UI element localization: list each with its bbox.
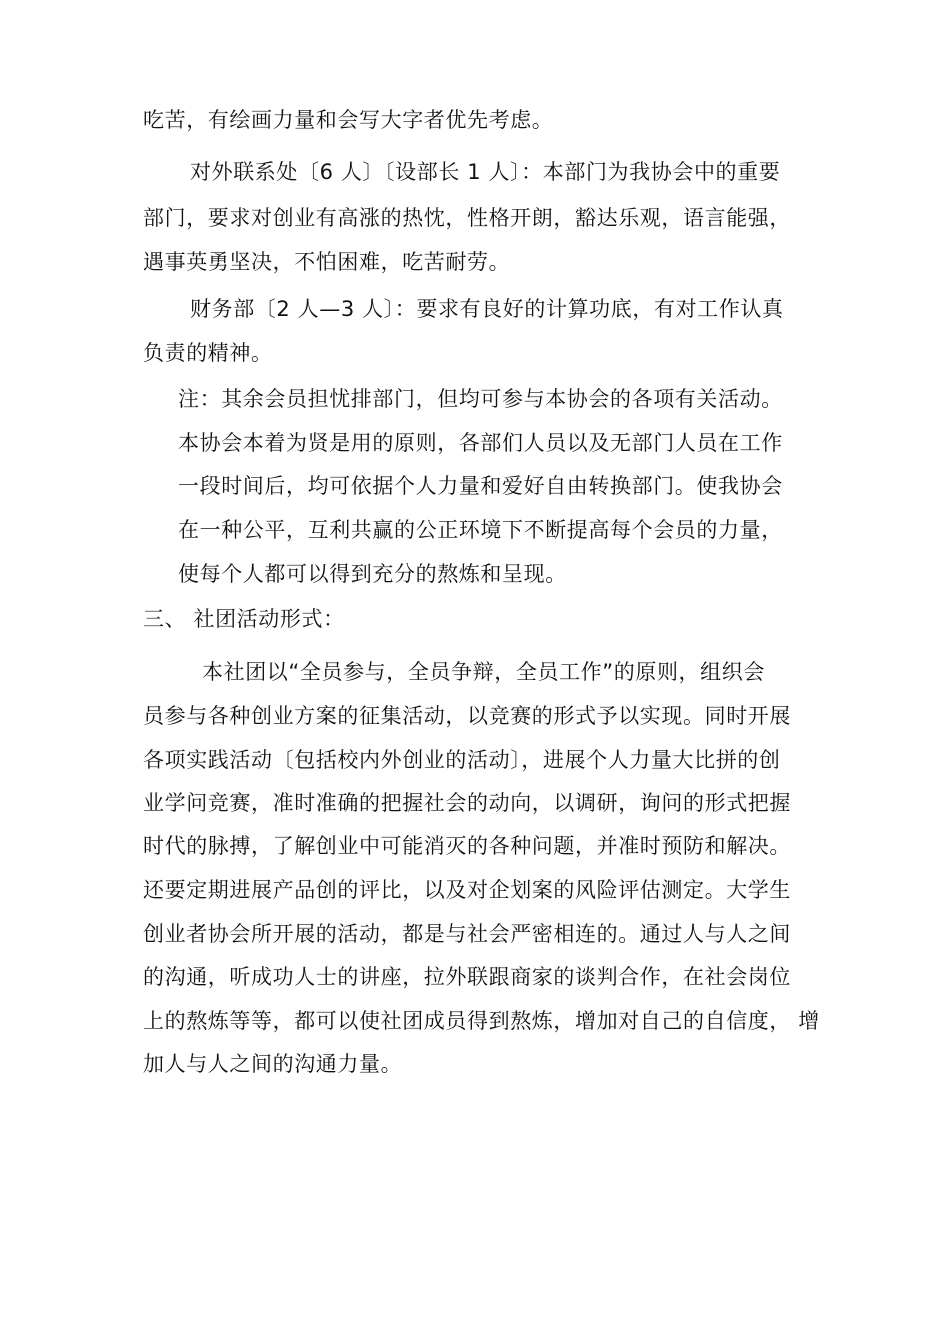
text-line: 本社团以“全员参与，全员争辩，全员工作”的原则，组织会: [202, 660, 765, 684]
text-line: 上的熬炼等等，都可以使社团成员得到熬炼，增加对自己的自信度， 增: [143, 1009, 820, 1033]
note-line: 本协会本着为贤是用的原则，各部们人员以及无部门人员在工作: [178, 431, 783, 455]
text-line: 时代的脉搏，了解创业中可能消灭的各种问题，并准时预防和解决。: [143, 834, 791, 858]
note-line: 在一种公平，互利共赢的公正环境下不断提高每个会员的力量，: [178, 518, 783, 542]
text-line: 员参与各种创业方案的征集活动，以竞赛的形式予以实现。同时开展: [143, 704, 791, 728]
note-line: 注：其余会员担忧排部门，但均可参与本协会的各项有关活动。: [178, 387, 783, 411]
text-line: 业学问竞赛，准时准确的把握社会的动向，以调研，询问的形式把握: [143, 791, 791, 815]
text-line: 各项实践活动〔包括校内外创业的活动〕，进展个人力量大比拼的创: [143, 748, 781, 772]
note-line: 一段时间后，均可依据个人力量和爱好自由转换部门。使我协会: [178, 474, 783, 498]
text-line: 创业者协会所开展的活动，都是与社会严密相连的。通过人与人之间: [143, 922, 791, 946]
text-line: 吃苦，有绘画力量和会写大字者优先考虑。: [143, 108, 554, 132]
text-line: 部门，要求对创业有高涨的热忱，性格开朗，豁达乐观，语言能强，: [143, 206, 791, 230]
text-line: 加人与人之间的沟通力量。: [143, 1052, 403, 1076]
text-line: 遇事英勇坚决，不怕困难，吃苦耐劳。: [143, 250, 511, 274]
text-line: 对外联系处〔6 人〕〔设部长 1 人〕：本部门为我协会中的重要: [190, 160, 781, 184]
section-heading: 三、 社团活动形式：: [143, 607, 345, 631]
note-line: 使每个人都可以得到充分的熬炼和呈现。: [178, 562, 567, 586]
text-line: 财务部〔2 人—3 人〕：要求有良好的计算功底，有对工作认真: [190, 297, 784, 321]
text-line: 的沟通，听成功人士的讲座，拉外联跟商家的谈判合作，在社会岗位: [143, 965, 791, 989]
text-line: 负责的精神。: [143, 341, 273, 365]
text-line: 还要定期进展产品创的评比，以及对企划案的风险评估测定。大学生: [143, 878, 791, 902]
